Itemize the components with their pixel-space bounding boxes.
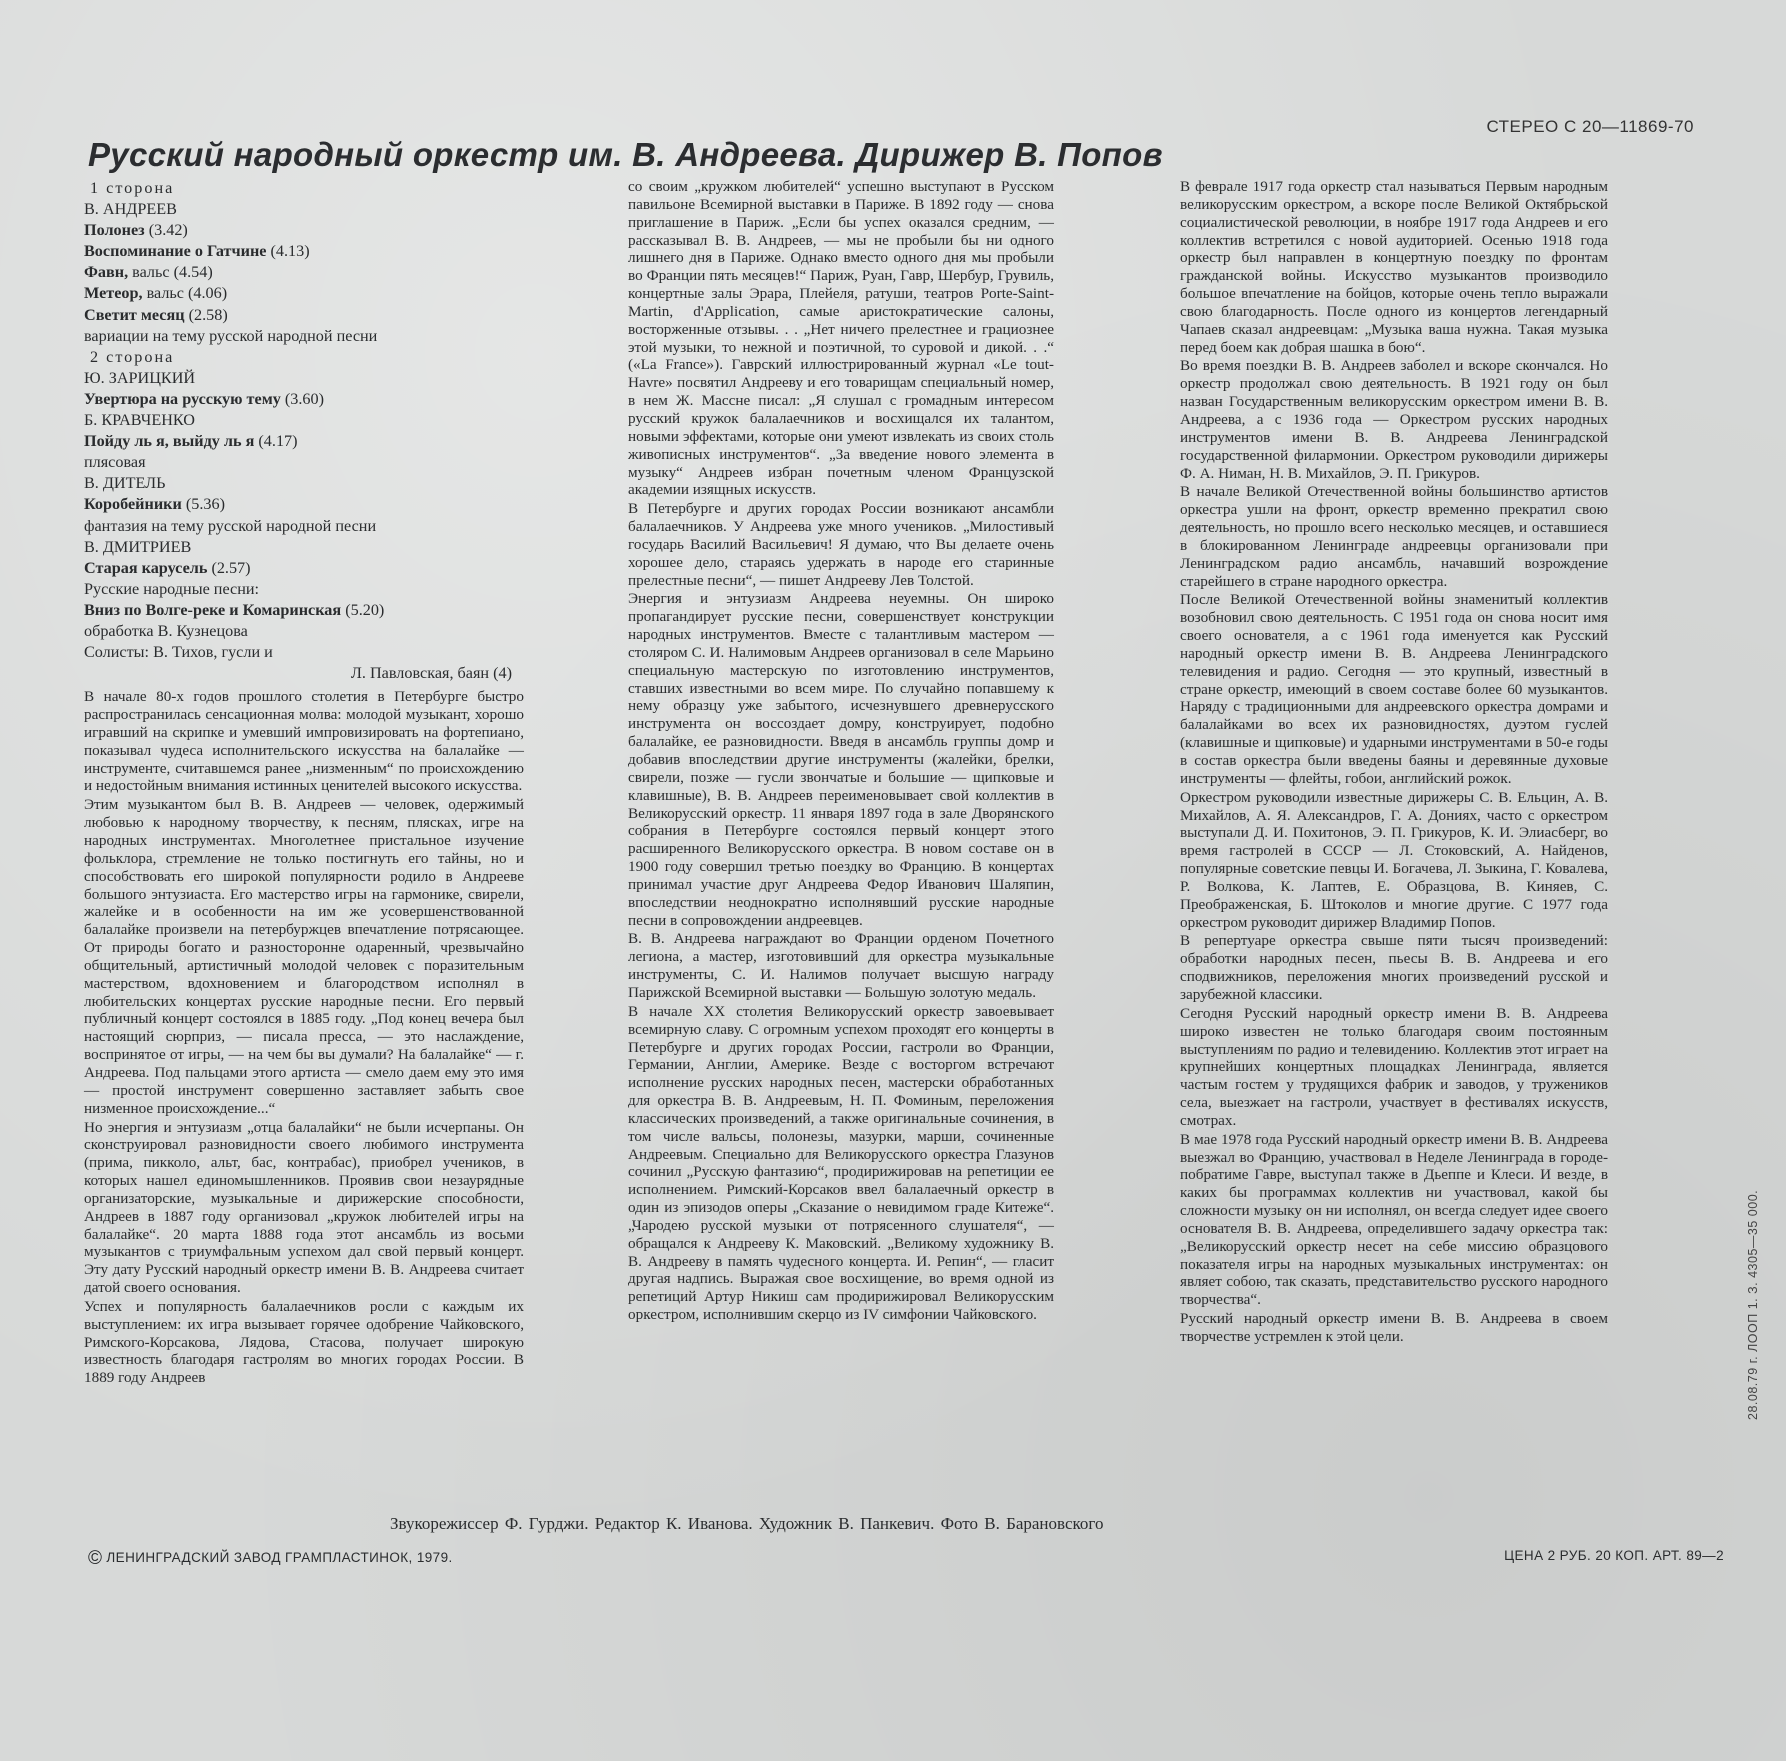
track-item (84, 262, 524, 283)
text-column-1 (84, 178, 524, 1388)
paragraph: В начале 80-х годов прошлого столетия в Петербурге быстро распространилась сенсационная молва: молодой музыкант, хорошо игравший на скрипке и умевший импровизировать на фортепиано, показывал чудеса исполнительского искусства на балалайке — инструменте, считавшемся ранее „низменным“ по происхождению и недостойным внимания истинных ценителей высокого искусства. (84, 688, 524, 795)
track-title: Воспоминание о Гатчине (84, 242, 267, 261)
credits-line: Звукорежиссер Ф. Гурджи. Редактор К. Иванова. Художник В. Панкевич. Фото В. Барановского (390, 1514, 1104, 1533)
paragraph: В мае 1978 года Русский народный оркестр имени В. В. Андреева выезжал во Францию, участвовал в Неделе Ленинграда в городе-побратиме Гавре, выступал также в Дьеппе и Клеси. И везде, в каких бы программах коллектив ни участвовал, какой бы сложности музыку он ни исполнял, он всегда следует идее своего основателя В. В. Андреева, определившего задачу оркестра так: „Великорусский оркестр несет на себе миссию образцового показателя игры на народных музыкальных инструментах: он являет собою, так сказать, представительство русского народного творчества“. (1180, 1130, 1608, 1309)
track-item (84, 220, 524, 241)
track-duration: (4.17) (258, 432, 298, 451)
composer: Б. КРАВЧЕНКО (84, 411, 195, 430)
paragraph: В Петербурге и других городах России возникают ансамбли балалаечников. У Андреева уже много учеников. „Милостивый государь Василий Васильевич! Я думаю, что Вы делаете очень хорошее дело, стараясь удержать в народе его старинные прелестные песни“, — пишет Андрееву Лев Толстой. (628, 500, 1054, 589)
paragraph: Но энергия и энтузиазм „отца балалайки“ не были исчерпаны. Он сконструировал разновидности своего любимого инструмента (прима, пикколо, альт, бас, контрабас), приобрел учеников, в которых нашел единомышленников. Проявив свои незаурядные организаторские, музыкальные и дирижерские способности, Андреев в 1887 году организовал „кружок любителей игры на балалайке“. 20 марта 1888 года этот ансамбль из восьми музыкантов с триумфальным успехом дал свой первый концерт. Эту дату Русский народный оркестр имени В. В. Андреева считает датой своего основания. (84, 1118, 524, 1297)
text-column-3 (1180, 178, 1608, 1347)
soloists: Солисты: В. Тихов, гусли и (84, 643, 273, 662)
paragraph: со своим „кружком любителей“ успешно выступают в Русском павильоне Всемирной выставки в Париже. В 1892 году — снова приглашение в Париж. „Если бы успех оказался средним, — рассказывал В. В. Андреев, — мы не пробыли бы ни одного лишнего дня в Париже. Однако вместо одного дня мы пробыли во Франции пять месяцев!“ Париж, Руан, Гавр, Шербур, Грувиль, концертные залы Эрара, Плейеля, ратуши, театров Porte-Saint-Martin, d'Application, самые аристократические салоны, восторженные отзывы. . . „Нет ничего прелестнее и грациознее этой музыки, то нежной и поэтичной, то суровой и дикой. . .“ («La France»). Гаврский иллюстрированный журнал «Le tout-Havre» посвятил Андрееву и его товарищам специальный номер, в нем Ж. Массне писал: „Я слушал с громадным интересом русский кружок балалаечников и восхищался их талантом, новыми эффектами, которые они умеют извлекать из своих столь живописных инструментов“. „За введение нового элемента в музыку“ Андреев избран почетным членом Французской академии изящных искусств. (628, 178, 1054, 499)
track-note: фантазия на тему русской народной песни (84, 516, 377, 535)
paragraph: В феврале 1917 года оркестр стал называться Первым народным великорусским оркестром, а вскоре после Великой Октябрьской социалистической революции, в ноябре 1917 года Андреев и его коллектив встретился с новой аудиторией. Осенью 1918 года оркестр был направлен в концертную поездку по фронтам гражданской войны. Искусство музыкантов производило большое впечатление на бойцов, которые очень тепло выражали свою благодарность. После одного из концертов легендарный Чапаев сказал андреевцам: „Музыка ваша нужна. Такая музыка перед боем как добрая шашка в бою“. (1180, 178, 1608, 356)
track-item (84, 494, 524, 515)
page-title: Русский народный оркестр им. В. Андреева. Дирижер В. Попов (88, 136, 1163, 173)
composer: Ю. ЗАРИЦКИЙ (84, 368, 196, 387)
soloists: Л. Павловская, баян (4) (350, 664, 512, 683)
print-info: 28.08.79 г. ЛООП 1. З. 4305—35 000. (1746, 1189, 1760, 1420)
track-item (84, 241, 524, 262)
track-duration: (2.58) (188, 305, 228, 324)
track-item (84, 389, 524, 410)
text-column-2 (628, 178, 1054, 1325)
paragraph: В начале Великой Отечественной войны большинство артистов оркестра ушли на фронт, оркестр временно прекратил свою деятельность, но прошло всего несколько месяцев, и оставшиеся в блокированном Ленинграде андреевцы организовали при Ленинградском радио ансамбль, начавший возрождение старейшего в стране народного оркестра. (1180, 483, 1608, 590)
composer: В. АНДРЕЕВ (84, 200, 177, 219)
catalog-number: СТЕРЕО С 20—11869-70 (1486, 117, 1694, 136)
side-2-label: 2 сторона (90, 347, 175, 366)
track-title: Метеор, (84, 284, 143, 303)
paragraph: Сегодня Русский народный оркестр имени В. В. Андреева широко известен не только благодаря своим постоянным выступлениям по радио и телевидению. Коллектив этот играет на крупнейших концертных площадках Ленинграда, является частым гостем у трудящихся фабрик и заводов, у тружеников села, выезжает на гастроли, участвует в фестивалях искусств, смотрах. (1180, 1004, 1608, 1129)
publisher-line (88, 1548, 453, 1570)
track-duration: (5.20) (345, 600, 385, 619)
paragraph: Успех и популярность балалаечников росли с каждым их выступлением: их игра вызывает горячее одобрение Чайковского, Римского-Корсакова, Лядова, Стасова, получает широкую известность благодаря гастролям во многих городах России. В 1889 году Андреев (84, 1297, 524, 1387)
publisher-text: ЛЕНИНГРАДСКИЙ ЗАВОД ГРАМПЛАСТИНОК, 1979. (106, 1550, 453, 1565)
track-item (84, 600, 524, 621)
paragraph: В. В. Андреева награждают во Франции орденом Почетного легиона, а мастер, изготовивший для оркестра музыкальные инструменты, С. И. Налимов получает высшую награду Парижской Всемирной выставки — Большую золотую медаль. (628, 930, 1054, 1001)
track-duration: вальс (4.06) (146, 284, 228, 303)
track-note: вариации на тему русской народной песни (84, 326, 378, 345)
track-duration: (4.13) (270, 242, 310, 261)
track-note: обработка В. Кузнецова (84, 621, 248, 640)
price-line: ЦЕНА 2 РУБ. 20 КОП. АРТ. 89—2 (1504, 1548, 1724, 1563)
track-item (84, 283, 524, 304)
paragraph: Во время поездки В. В. Андреев заболел и вскоре скончался. Но оркестр продолжал свою деятельность. В 1921 году он был назван Государственным великорусским оркестром имени В. В. Андреева, а с 1936 года — Оркестром русских народных инструментов имени В. В. Андреева Ленинградской государственной филармонии. Оркестром руководили дирижеры Ф. А. Ниман, Н. В. Михайлов, Э. П. Грикуров. (1180, 357, 1608, 482)
track-title: Старая карусель (84, 558, 208, 577)
track-duration: (3.60) (284, 389, 324, 408)
track-duration: (5.36) (185, 495, 225, 514)
track-note: плясовая (84, 453, 146, 472)
paragraph: Оркестром руководили известные дирижеры С. В. Ельцин, А. В. Михайлов, А. Я. Александров, Г. А. Дониях, часто с оркестром выступали Д. И. Похитонов, Э. П. Грикуров, К. И. Элиасберг, во время гастролей в СССР — Л. Стоковский, А. Найденов, популярные советские певцы И. Богачева, Л. Зыкина, Г. Ковалева, Р. Волкова, К. Лаптев, Е. Образцова, В. Киняев, С. Преображенская, Б. Штоколов и многие другие. С 1977 года оркестром руководит дирижер Владимир Попов. (1180, 788, 1608, 931)
composer: В. ДМИТРИЕВ (84, 537, 192, 556)
track-title: Вниз по Волге-реке и Комаринская (84, 600, 342, 619)
track-duration: (2.57) (211, 558, 251, 577)
track-title: Пойду ль я, выйду ль я (84, 432, 255, 451)
paragraph: Энергия и энтузиазм Андреева неуемны. Он широко пропагандирует русские песни, совершенствует конструкции народных инструментов. Вместе с талантливым мастером — столяром С. И. Налимовым Андреев организовал в селе Марьино специальную мастерскую по изготовлению инструментов, ставших известными во всем мире. По случайно попавшему к нему образцу уже забытого, исчезнувшего древнерусского инструмента он воссоздает домру, конструирует, подобно балалайке, ее разновидности. Введя в ансамбль группы домр и добавив впоследствии другие инструменты (жалейки, брелки, свирели, позже — гусли звончатые и большие — щипковые и клавишные), В. В. Андреев переименовывает свой коллектив в Великорусский оркестр. 11 января 1897 года в зале Дворянского собрания в Петербурге состоялся первый концерт этого расширенного Великорусского оркестра. В новом составе он в 1900 году совершил третью поездку во Францию. В концертах принимал участие друг Андреева Федор Иванович Шаляпин, впоследствии неоднократно исполнявший русские народные песни в сопровождении андреевцев. (628, 590, 1054, 929)
copyright-icon: © (88, 1548, 103, 1569)
track-duration: вальс (4.54) (132, 263, 213, 282)
track-item (84, 558, 524, 579)
paragraph: После Великой Отечественной войны знаменитый коллектив возобновил свою деятельность. С 1951 года он снова носит имя своего основателя, а с 1961 года именуется как Русский народный оркестр имени В. В. Андреева Ленинградского телевидения и радио. Сегодня — это крупный, известный в стране оркестр, имеющий в своем составе более 60 музыкантов. Наряду с традиционными для андреевского оркестра домрами и балалайками во всех их разновидностях, дуэтом гуслей (клавишные и щипковые) и ударными инструментами в 50-е годы в состав оркестра были введены баяны и деревянные духовые инструменты — флейты, гобои, английский рожок. (1180, 591, 1608, 787)
track-title: Увертюра на русскую тему (84, 389, 281, 408)
track-title: Коробейники (84, 495, 182, 514)
track-item (84, 305, 524, 326)
track-note: Русские народные песни: (84, 579, 260, 598)
paragraph: В репертуаре оркестра свыше пяти тысяч произведений: обработки народных песен, пьесы В. В. Андреева и его сподвижников, переложения многих произведений русской и зарубежной классики. (1180, 932, 1608, 1003)
track-item (84, 431, 524, 452)
paragraph: Этим музыкантом был В. В. Андреев — человек, одержимый любовью к народному творчеству, к песням, плясках, игре на народных инструментах. Многолетнее пристальное изучение фольклора, стремление не только постигнуть его тайны, но и способствовать его широкой популярности родило в Андрееве большого энтузиаста. Его мастерство игры на гармонике, свирели, жалейке и в особенности на им же усовершенствованной балалайке произвели на петербуржцев впечатление потрясающее. От природы богато и разносторонне одаренный, чрезвычайно общительный, артистичный молодой человек с поразительным мастерством, вдохновением и благородством исполнял в любительских концертах русские народные песни. Его первый публичный концерт состоялся в 1885 году. „Под конец вечера был настоящий сюрприз, — писала пресса, — это наслаждение, воспринятое от игры, — на чем бы вы думали? На балалайке“ — г. Андреева. Под пальцами этого артиста — смело даем ему это имя — простой инструмент совершенно заставляет забыть свое низменное происхождение...“ (84, 796, 524, 1117)
tracklist (84, 178, 524, 684)
track-title: Светит месяц (84, 305, 185, 324)
track-duration: (3.42) (148, 221, 188, 240)
paragraph: В начале XX столетия Великорусский оркестр завоевывает всемирную славу. С огромным успехом проходят его концерты в Петербурге и других городах России, гастроли во Франции, Германии, Англии, Америке. Везде с восторгом встречают исполнение русских народных песен, мастерски обработанных для оркестра В. В. Андреевым, Н. П. Фоминым, переложения классических произведений, а также оригинальные сочинения, в том числе вальсы, полонезы, мазурки, марши, сочиненные Андреевым. Специально для Великорусского оркестра Глазунов сочинил „Русскую фантазию“, продирижировав на репетиции ее исполнением. Римский-Корсаков ввел балалаечный оркестр в один из эпизодов оперы „Сказание о невидимом граде Китеже“. „Чародею русской музыки от потрясенного слушателя“, — обращался к Андрееву К. Маковский. „Великому художнику В. В. Андрееву в память чудесного концерта. И. Репин“, — гласит другая надпись. Выражая свое восхищение, во время одной из репетиций Артур Никиш сам продирижировал Великорусским оркестром, исполнившим скерцо из IV симфонии Чайковского. (628, 1002, 1054, 1324)
composer: В. ДИТЕЛЬ (84, 474, 166, 493)
paragraph: Русский народный оркестр имени В. В. Андреева в своем творчестве устремлен к этой цели. (1180, 1310, 1608, 1345)
track-title: Полонез (84, 221, 145, 240)
track-title: Фавн, (84, 263, 129, 282)
side-1-label: 1 сторона (90, 179, 175, 197)
